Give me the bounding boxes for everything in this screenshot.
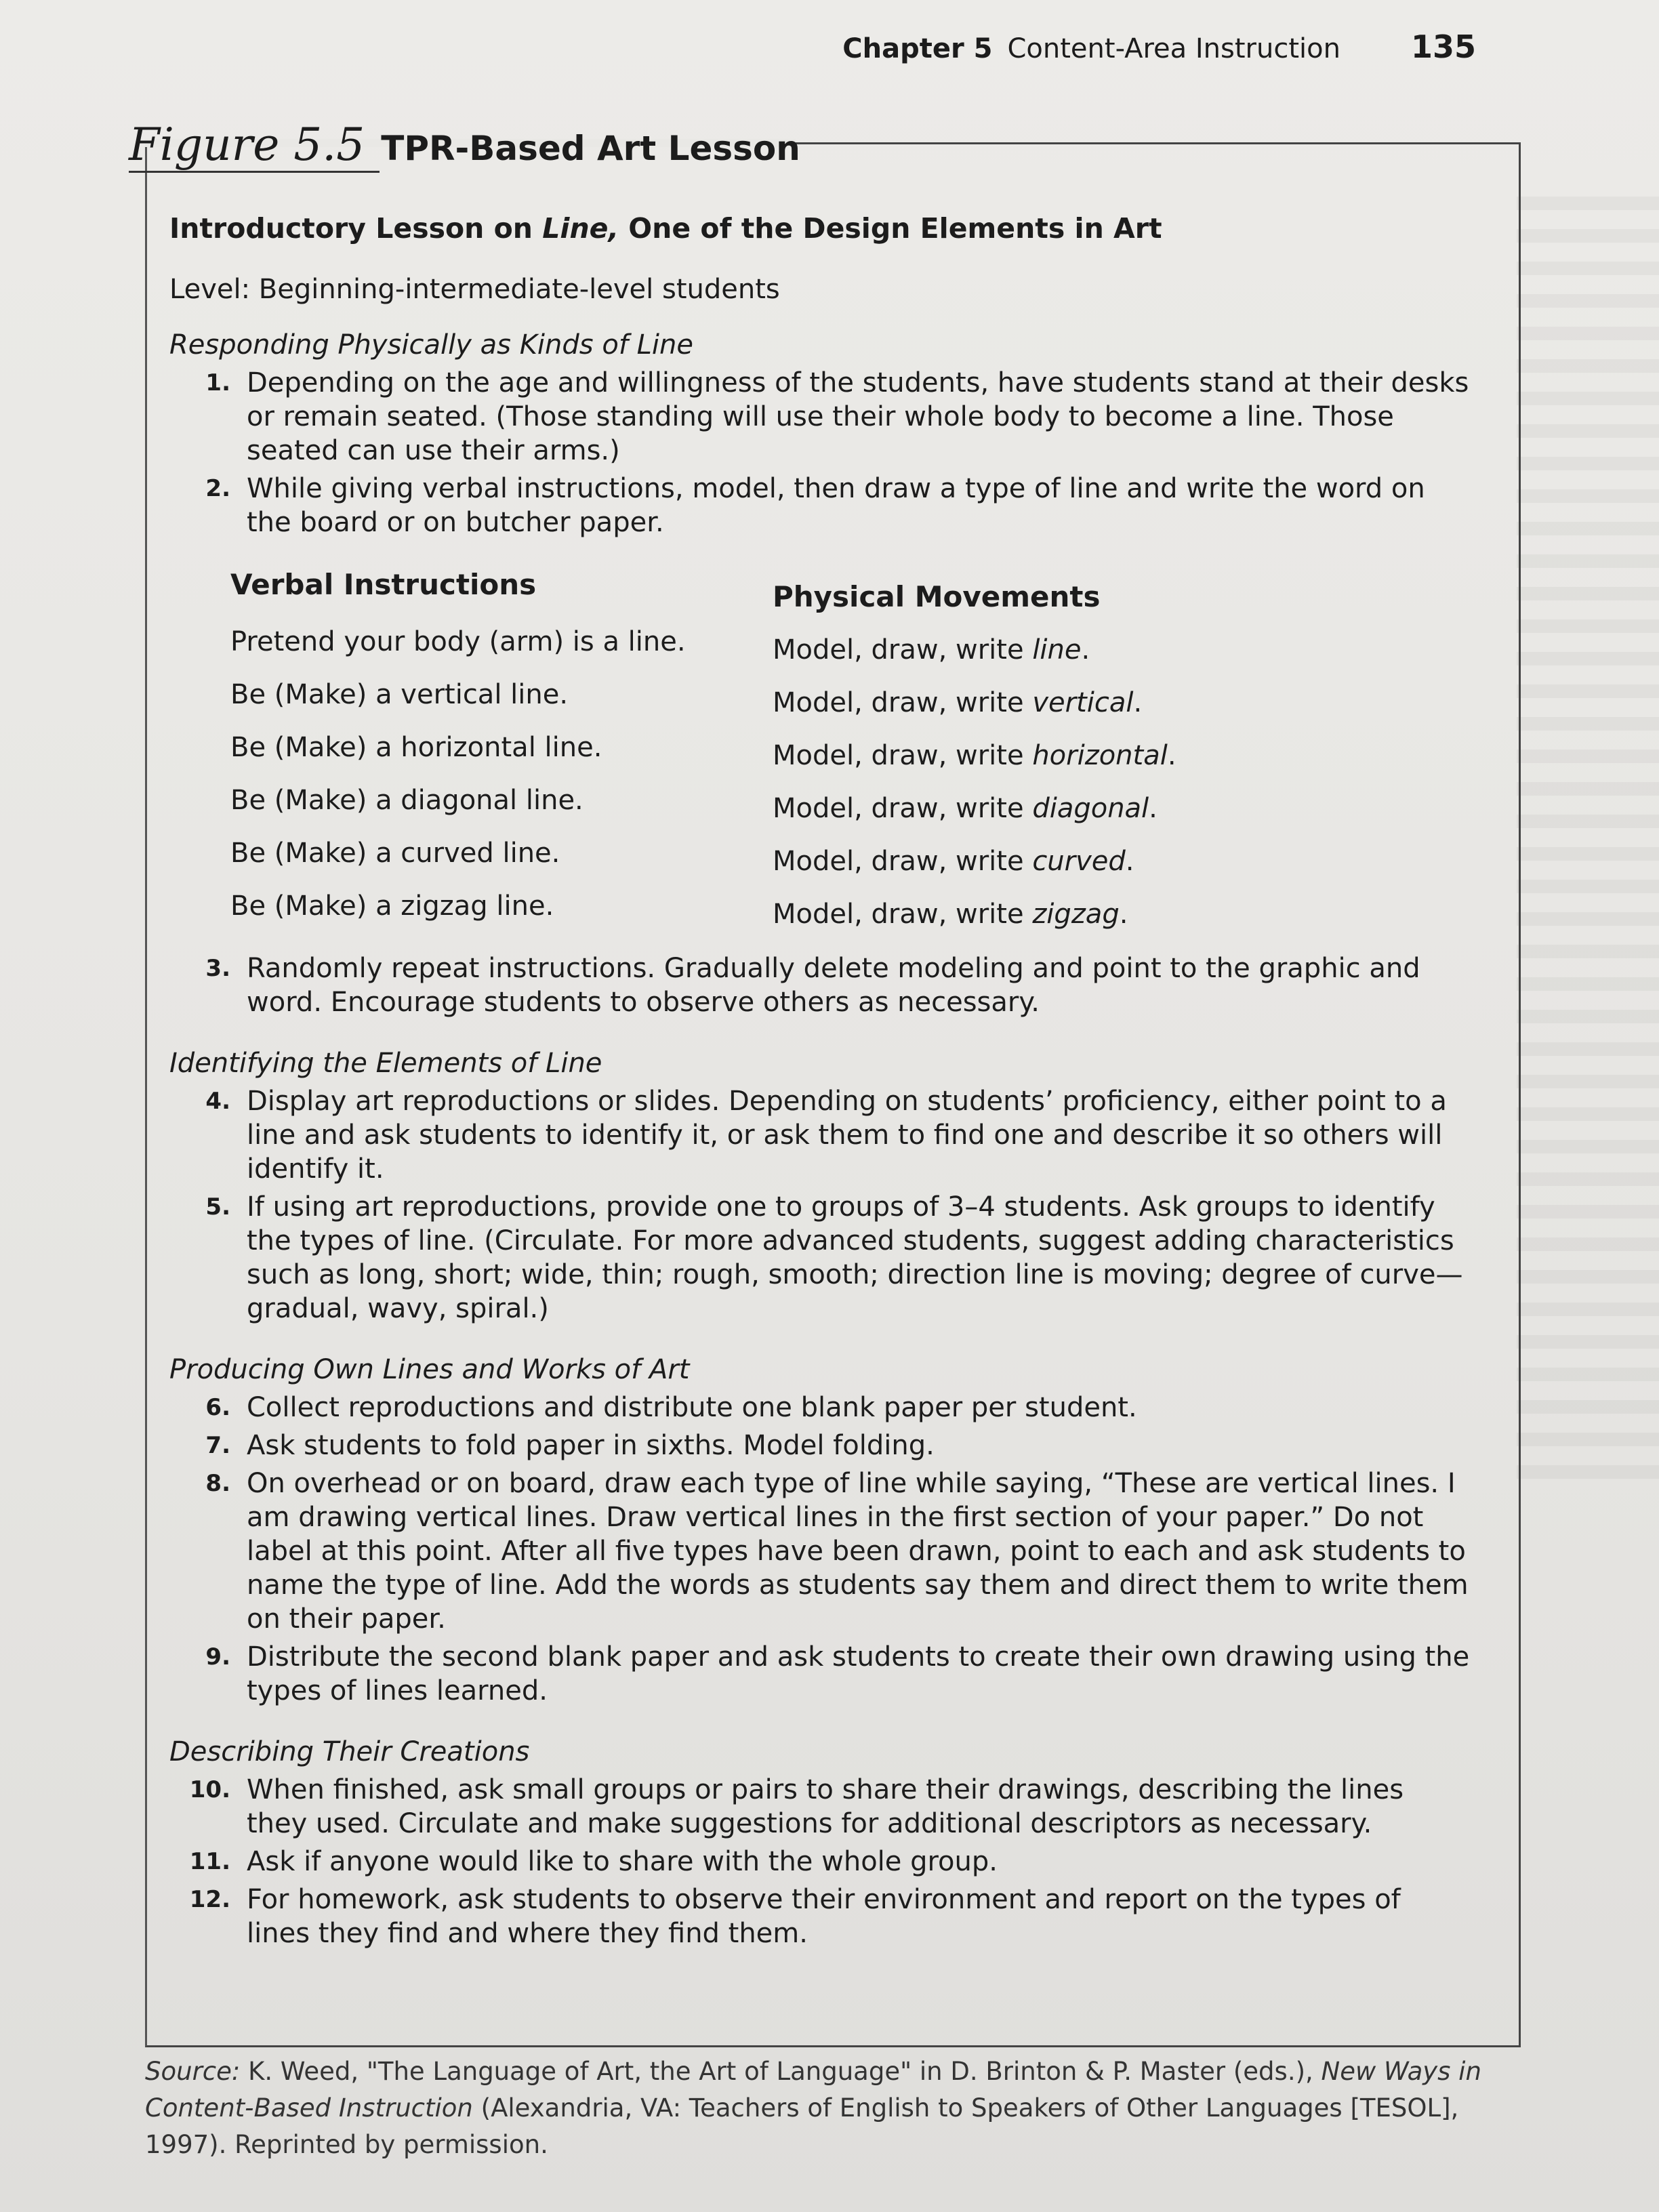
source-label: Source: (145, 2057, 241, 2086)
step-item (169, 1429, 1471, 1462)
section-heading-physical: Responding Physically as Kinds of Line (169, 329, 693, 361)
source-text-1: K. Weed, "The Language of Art, the Art of Language" in D. Brinton & P. Master (eds.), (240, 2057, 1322, 2086)
instructions-table (230, 568, 1471, 931)
verbal-cell: Be (Make) a diagonal line. (230, 785, 583, 816)
verbal-cell: Be (Make) a vertical line. (230, 679, 569, 710)
step-number: 11. (189, 1848, 230, 1875)
step-item (169, 1084, 1471, 1186)
physical-word: vertical (1032, 687, 1134, 718)
step-text: Distribute the second blank paper and ask students to create their own drawing using the types of lines learned. (247, 1641, 1470, 1706)
physical-end: . (1133, 687, 1143, 718)
bleed-through-text (1517, 197, 1659, 1484)
lesson-level: Level: Beginning-intermediate-level students (169, 274, 780, 305)
section-heading-producing: Producing Own Lines and Works of Art (169, 1354, 690, 1385)
steps-list-physical (169, 366, 1471, 539)
physical-word: horizontal (1032, 740, 1168, 771)
step-number: 3. (205, 955, 230, 982)
step-item (169, 1845, 1471, 1879)
chapter-title: Content-Area Instruction (1007, 33, 1340, 64)
steps-list-producing (169, 1391, 1471, 1708)
steps-list-repeat (169, 951, 1471, 1019)
physical-prefix: Model, draw, write (773, 846, 1033, 877)
physical-word: diagonal (1032, 793, 1149, 824)
verbal-cell: Be (Make) a curved line. (230, 838, 560, 869)
step-item (169, 472, 1471, 539)
physical-cell (773, 731, 1450, 773)
step-number: 9. (205, 1643, 230, 1671)
steps-list-identifying (169, 1084, 1471, 1326)
step-number: 7. (205, 1432, 230, 1459)
step-text: Display art reproductions or slides. Depending on students’ proficiency, either point to a line and ask students to identify it, or ask them to find one and describe it so others will identify it. (247, 1086, 1447, 1185)
steps-list-describing (169, 1773, 1471, 1950)
col-header-verbal: Verbal Instructions (230, 568, 537, 601)
figure-name: TPR-Based Art Lesson (381, 129, 800, 168)
col-header-physical: Physical Movements (773, 580, 1101, 613)
figure-number-underline (129, 171, 380, 173)
lesson-heading (169, 211, 1471, 245)
step-text: Ask if anyone would like to share with the whole group. (247, 1846, 998, 1877)
verbal-cell: Be (Make) a zigzag line. (230, 890, 554, 922)
physical-cell (773, 889, 1450, 931)
step-item (169, 951, 1471, 1019)
physical-end: . (1149, 793, 1158, 824)
step-text: If using art reproductions, provide one to groups of 3–4 students. Ask groups to identify the types of line. (Circulate. For more advanced students, suggest adding characteristics such as long, short; wide, thin; rough, smooth; direction line is moving; degree of curve—gradual, wavy, spiral.) (247, 1191, 1463, 1324)
physical-cell (773, 836, 1450, 878)
step-item (169, 1190, 1471, 1326)
step-number: 6. (205, 1394, 230, 1421)
physical-prefix: Model, draw, write (773, 634, 1033, 665)
step-item (169, 1391, 1471, 1425)
physical-end: . (1167, 740, 1176, 771)
physical-end: . (1119, 899, 1128, 930)
step-text: On overhead or on board, draw each type of line while saying, “These are vertical lines. I am drawing vertical lines. Draw vertical lines in the first section of your paper.” Do not label at this point. After all five types have been drawn, point to each and ask students to name the type of line. Add the words as students say them and direct them to write them on their paper. (247, 1468, 1469, 1635)
step-number: 5. (205, 1193, 230, 1221)
step-item (169, 1773, 1471, 1841)
figure-title (129, 119, 800, 171)
physical-prefix: Model, draw, write (773, 687, 1033, 718)
running-head (842, 28, 1476, 65)
physical-cell (773, 783, 1450, 825)
step-item (169, 366, 1471, 468)
step-text: When finished, ask small groups or pairs to share their drawings, describing the lines they used. Circulate and make suggestions for additional descriptors as necessary. (247, 1774, 1404, 1839)
step-number: 12. (189, 1886, 230, 1913)
step-text: Depending on the age and willingness of the students, have students stand at their desks or remain seated. (Those standing will use their whole body to become a line. Those seated can use their arms.) (247, 367, 1469, 466)
physical-prefix: Model, draw, write (773, 740, 1033, 771)
step-number: 2. (205, 475, 230, 502)
verbal-cell: Pretend your body (arm) is a line. (230, 626, 686, 657)
source-text-2: (Alexandria, VA: Teachers of English to Speakers of Other Languages [TESOL], 1997). Reprinted by permission. (145, 2093, 1459, 2159)
step-text: Collect reproductions and distribute one blank paper per student. (247, 1392, 1137, 1423)
step-item (169, 1883, 1471, 1950)
source-citation (145, 2053, 1514, 2163)
step-text: While giving verbal instructions, model, then draw a type of line and write the word on the board or on butcher paper. (247, 473, 1425, 538)
physical-prefix: Model, draw, write (773, 899, 1033, 930)
step-item (169, 1467, 1471, 1636)
step-text: For homework, ask students to observe their environment and report on the types of lines they find and where they find them. (247, 1884, 1401, 1949)
physical-cell (773, 678, 1450, 720)
physical-word: zigzag (1032, 899, 1120, 930)
step-text: Randomly repeat instructions. Gradually delete modeling and point to the graphic and word. Encourage students to observe others as necessary. (247, 953, 1420, 1018)
page-number: 135 (1410, 28, 1476, 65)
physical-prefix: Model, draw, write (773, 793, 1033, 824)
section-heading-describing: Describing Their Creations (169, 1736, 530, 1767)
step-item (169, 1640, 1471, 1708)
lesson-heading-suffix: One of the Design Elements in Art (619, 212, 1162, 245)
step-number: 8. (205, 1470, 230, 1497)
physical-cell (773, 625, 1450, 667)
physical-word: line (1032, 634, 1082, 665)
physical-word: curved (1032, 846, 1126, 877)
step-number: 4. (205, 1088, 230, 1115)
step-text: Ask students to fold paper in sixths. Model folding. (247, 1430, 935, 1461)
source-book-title: New Ways in Content-Based Instruction (145, 2057, 1481, 2123)
physical-end: . (1125, 846, 1134, 877)
lesson-heading-italic: Line, (542, 212, 619, 245)
step-number: 1. (205, 369, 230, 396)
physical-end: . (1081, 634, 1090, 665)
verbal-cell: Be (Make) a horizontal line. (230, 732, 602, 763)
step-number: 10. (189, 1776, 230, 1803)
lesson-heading-prefix: Introductory Lesson on (169, 212, 543, 245)
section-heading-identifying: Identifying the Elements of Line (169, 1048, 602, 1079)
figure-number: Figure 5.5 (129, 119, 365, 171)
lesson-content (169, 211, 1471, 1954)
chapter-label: Chapter 5 (842, 33, 993, 64)
